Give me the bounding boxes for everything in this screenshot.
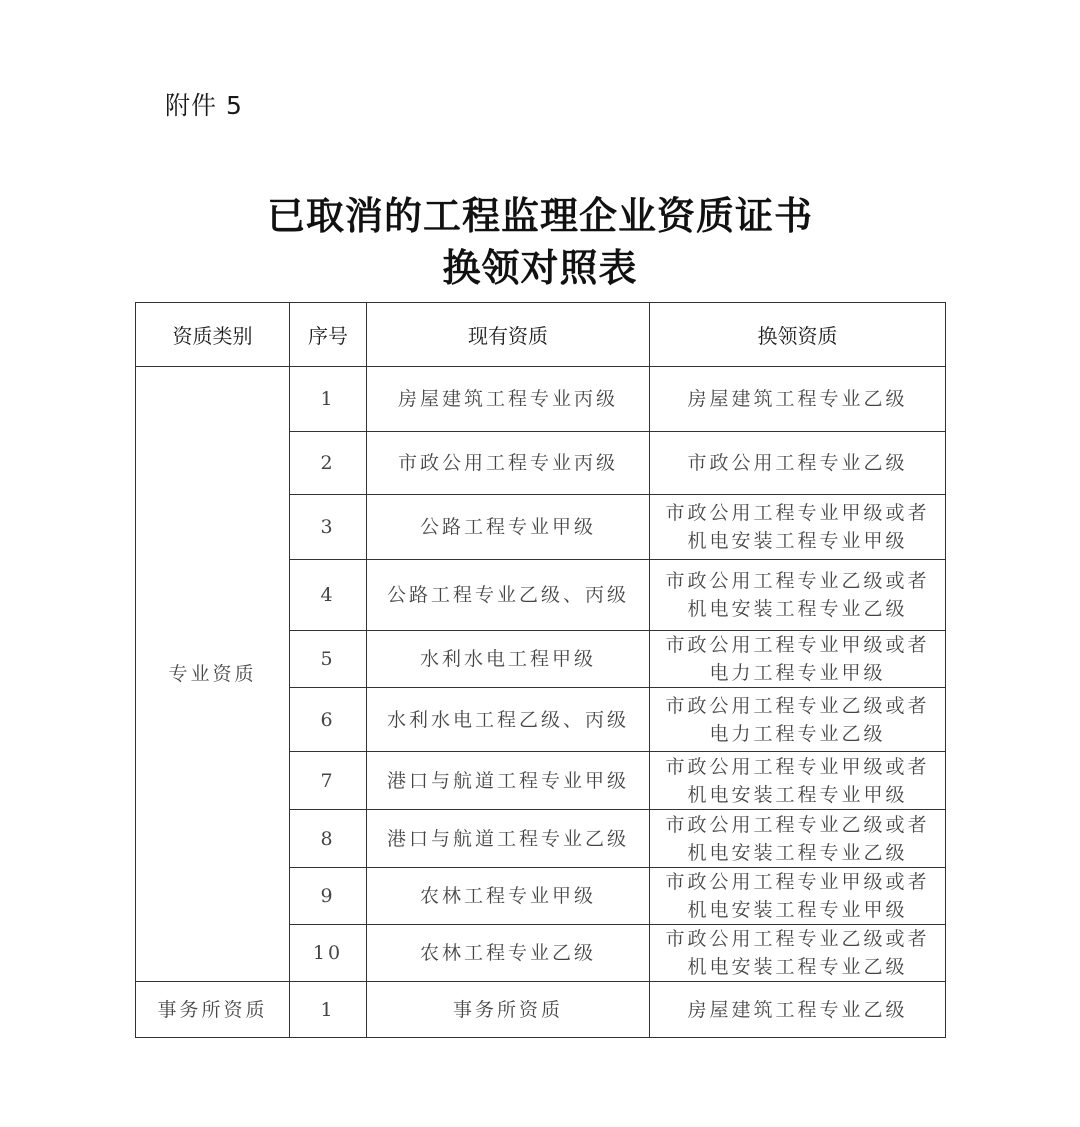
number-cell: 3 (290, 495, 367, 560)
replacement-line: 市政公用工程专业甲级或者 (665, 502, 930, 524)
number-cell: 8 (290, 810, 367, 868)
replacement-line: 机电安装工程专业甲级 (687, 530, 908, 552)
current-qualification-cell: 港口与航道工程专业甲级 (367, 752, 650, 810)
replacement-line: 机电安装工程专业甲级 (687, 899, 908, 921)
replacement-line: 市政公用工程专业乙级或者 (665, 928, 930, 950)
title-line-2: 换领对照表 (442, 246, 638, 290)
number-cell: 4 (290, 560, 367, 631)
number-cell: 7 (290, 752, 367, 810)
current-qualification-cell: 水利水电工程乙级、丙级 (367, 688, 650, 752)
replacement-qualification-cell (650, 432, 946, 495)
replacement-qualification-cell (650, 631, 946, 688)
current-qualification-cell: 港口与航道工程专业乙级 (367, 810, 650, 868)
replacement-line: 市政公用工程专业甲级或者 (665, 755, 930, 778)
replacement-qualification-cell (650, 495, 946, 560)
replacement-qualification-cell (650, 868, 946, 925)
category-cell: 专业资质 (136, 367, 290, 982)
replacement-line: 市政公用工程专业乙级 (687, 452, 908, 474)
header-current: 现有资质 (367, 303, 650, 367)
replacement-line: 机电安装工程专业乙级 (687, 598, 908, 620)
category-cell: 事务所资质 (136, 982, 290, 1038)
replacement-line: 市政公用工程专业乙级或者 (665, 570, 930, 592)
current-qualification-cell: 水利水电工程甲级 (367, 631, 650, 688)
number-cell: 1 (290, 982, 367, 1038)
replacement-qualification-cell (650, 982, 946, 1038)
document-title (0, 190, 1080, 294)
replacement-line: 房屋建筑工程专业乙级 (687, 998, 908, 1021)
current-qualification-cell: 农林工程专业甲级 (367, 868, 650, 925)
number-cell: 2 (290, 432, 367, 495)
replacement-line: 机电安装工程专业乙级 (687, 956, 908, 978)
current-qualification-cell: 农林工程专业乙级 (367, 925, 650, 982)
current-qualification-cell: 公路工程专业乙级、丙级 (367, 560, 650, 631)
number-cell: 10 (290, 925, 367, 982)
table-header-row (136, 303, 946, 367)
replacement-line: 电力工程专业乙级 (709, 722, 886, 745)
replacement-qualification-cell (650, 560, 946, 631)
current-qualification-cell: 房屋建筑工程专业丙级 (367, 367, 650, 432)
number-cell: 1 (290, 367, 367, 432)
replacement-line: 电力工程专业甲级 (709, 662, 886, 684)
current-qualification-cell: 公路工程专业甲级 (367, 495, 650, 560)
table-row (136, 982, 946, 1038)
header-replacement: 换领资质 (650, 303, 946, 367)
replacement-qualification-cell (650, 810, 946, 868)
attachment-label: 附件 5 (165, 91, 243, 120)
header-number: 序号 (290, 303, 367, 367)
current-qualification-cell: 市政公用工程专业丙级 (367, 432, 650, 495)
replacement-line: 机电安装工程专业甲级 (687, 783, 908, 806)
table-row (136, 367, 946, 432)
number-cell: 5 (290, 631, 367, 688)
number-cell: 6 (290, 688, 367, 752)
replacement-line: 房屋建筑工程专业乙级 (687, 388, 908, 410)
replacement-line: 机电安装工程专业乙级 (687, 841, 908, 864)
replacement-qualification-cell (650, 925, 946, 982)
replacement-qualification-cell (650, 367, 946, 432)
qualification-mapping-table (135, 302, 946, 1038)
number-cell: 9 (290, 868, 367, 925)
replacement-line: 市政公用工程专业乙级或者 (665, 694, 930, 717)
header-category: 资质类别 (136, 303, 290, 367)
replacement-line: 市政公用工程专业甲级或者 (665, 634, 930, 656)
replacement-qualification-cell (650, 688, 946, 752)
replacement-line: 市政公用工程专业甲级或者 (665, 871, 930, 893)
replacement-qualification-cell (650, 752, 946, 810)
replacement-line: 市政公用工程专业乙级或者 (665, 813, 930, 836)
current-qualification-cell: 事务所资质 (367, 982, 650, 1038)
title-line-1: 已取消的工程监理企业资质证书 (266, 194, 813, 238)
table-body (136, 367, 946, 1038)
